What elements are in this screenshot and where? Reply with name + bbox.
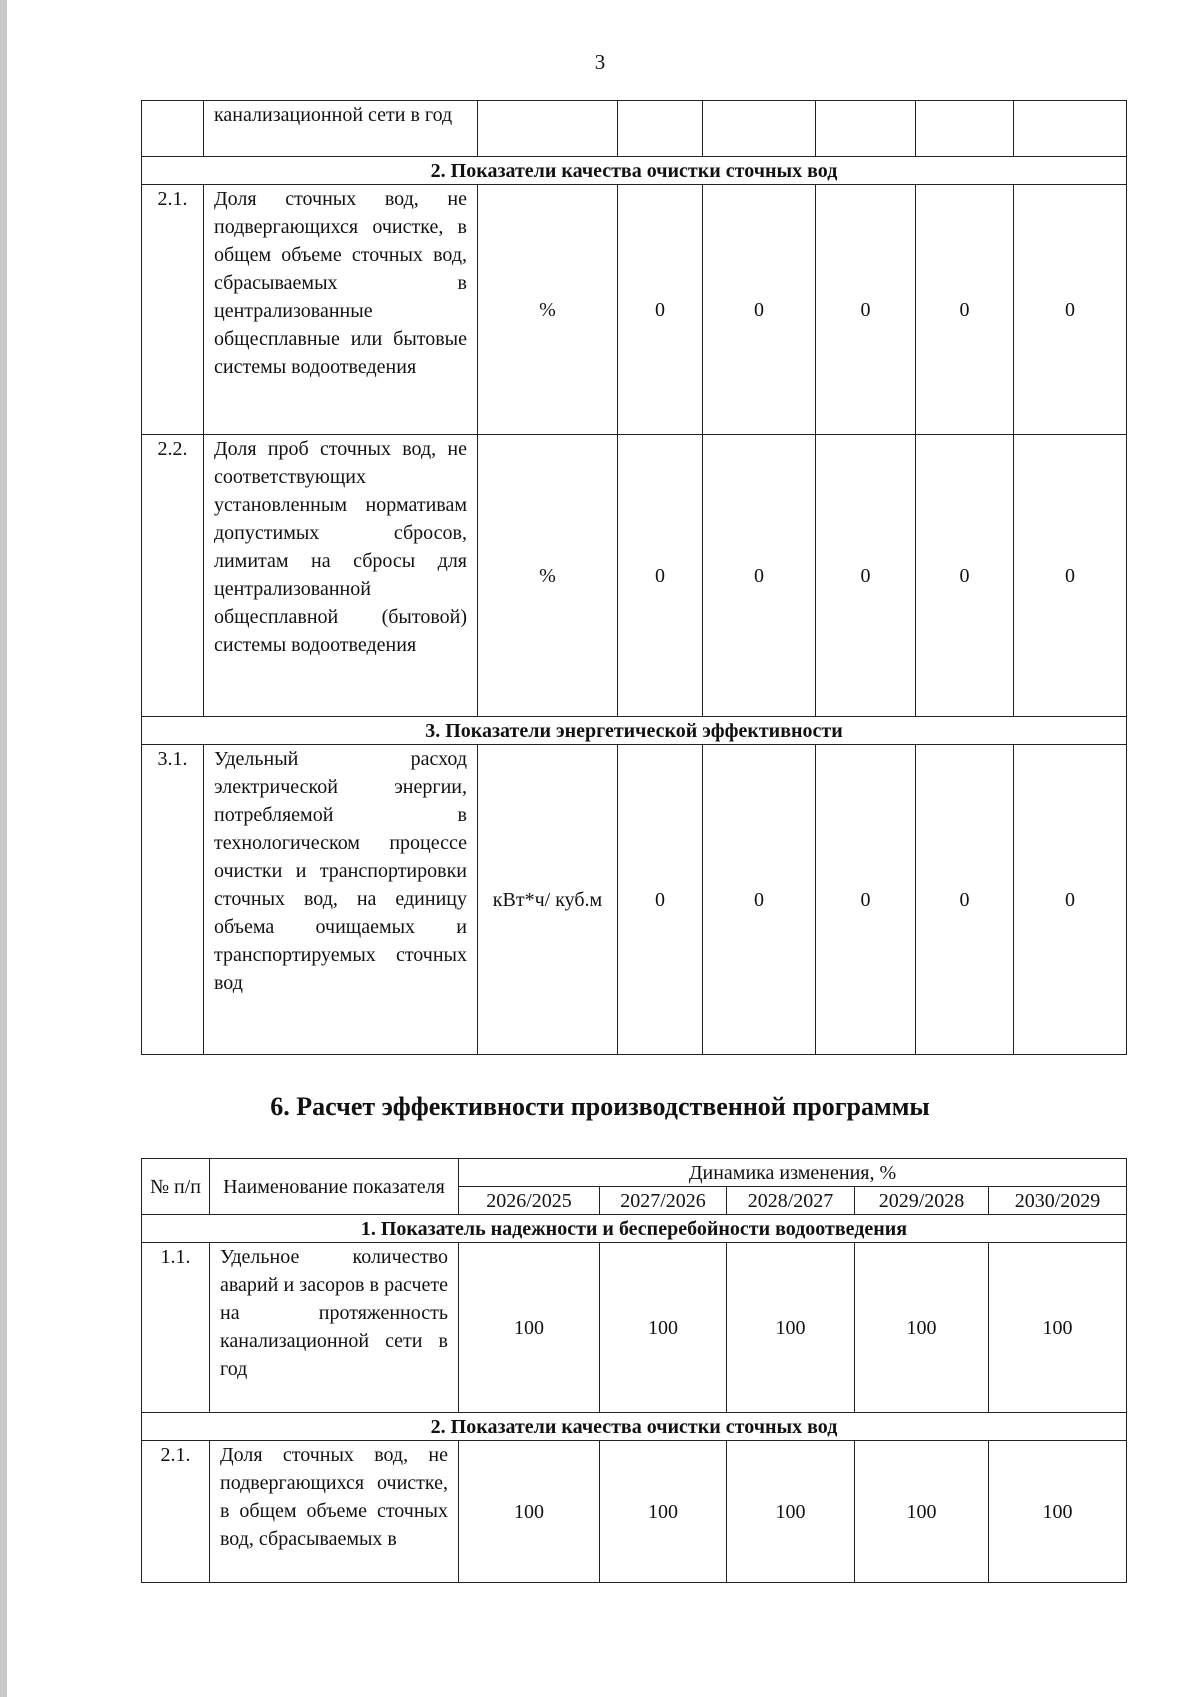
value-cell: 0 xyxy=(916,185,1014,435)
value-cell: 0 xyxy=(618,185,703,435)
indicator-name-cell: Удельное количество аварий и засоров в расчете на протяженность канализационной сети в год xyxy=(210,1243,459,1413)
row-number-cell: 1.1. xyxy=(142,1243,210,1413)
value-cell: 100 xyxy=(600,1243,727,1413)
value-cell: 100 xyxy=(727,1441,855,1583)
section-header-row xyxy=(142,157,1127,185)
unit-cell xyxy=(478,101,618,157)
indicator-name-cell: Доля сточных вод, не подвергающихся очистке, в общем объеме сточных вод, сбрасываемых в xyxy=(210,1441,459,1583)
section-header-row xyxy=(142,1215,1127,1243)
indicator-name-cell: Доля проб сточных вод, не соответствующих установленным нормативам допустимых сбросов, лимитам на сбросы для централизованной общесплавной (бытовой) системы водоотведения xyxy=(204,435,478,717)
row-number-cell: 2.2. xyxy=(142,435,204,717)
efficiency-table xyxy=(141,1158,1127,1583)
row-number-cell: 2.1. xyxy=(142,1441,210,1583)
value-cell: 0 xyxy=(618,745,703,1055)
value-cell xyxy=(618,101,703,157)
value-cell: 100 xyxy=(459,1243,600,1413)
value-cell: 100 xyxy=(855,1441,989,1583)
unit-cell: % xyxy=(478,435,618,717)
indicator-name-cell: канализационной сети в год xyxy=(204,101,478,157)
row-number-cell xyxy=(142,101,204,157)
indicators-table-continued xyxy=(141,100,1127,1055)
value-cell: 100 xyxy=(600,1441,727,1583)
table-header-row xyxy=(142,1159,1127,1187)
value-cell: 0 xyxy=(816,185,916,435)
header-year: 2029/2028 xyxy=(855,1187,989,1215)
scan-left-edge xyxy=(0,0,7,1697)
section-header-row xyxy=(142,717,1127,745)
value-cell: 0 xyxy=(618,435,703,717)
table-row xyxy=(142,1243,1127,1413)
value-cell: 0 xyxy=(1014,185,1127,435)
value-cell: 0 xyxy=(703,185,816,435)
header-year: 2030/2029 xyxy=(989,1187,1127,1215)
header-year: 2028/2027 xyxy=(727,1187,855,1215)
header-year: 2026/2025 xyxy=(459,1187,600,1215)
value-cell: 0 xyxy=(1014,745,1127,1055)
page-number: 3 xyxy=(594,50,606,74)
value-cell: 0 xyxy=(816,745,916,1055)
value-cell: 0 xyxy=(703,745,816,1055)
value-cell: 100 xyxy=(459,1441,600,1583)
value-cell: 0 xyxy=(916,745,1014,1055)
header-name: Наименование показателя xyxy=(210,1159,459,1215)
value-cell: 100 xyxy=(989,1243,1127,1413)
indicator-name-cell: Доля сточных вод, не подвергающихся очистке, в общем объеме сточных вод, сбрасываемых в централизованные общесплавные или бытовые системы водоотведения xyxy=(204,185,478,435)
unit-cell: % xyxy=(478,185,618,435)
section-title: 2. Показатели качества очистки сточных вод xyxy=(142,1413,1127,1441)
indicator-name-cell: Удельный расход электрической энергии, потребляемой в технологическом процессе очистки и транспортировки сточных вод, на единицу объема очищаемых и транспортируемых сточных вод xyxy=(204,745,478,1055)
value-cell: 0 xyxy=(703,435,816,717)
value-cell: 100 xyxy=(989,1441,1127,1583)
section-title: 1. Показатель надежности и бесперебойности водоотведения xyxy=(142,1215,1127,1243)
value-cell xyxy=(1014,101,1127,157)
row-number-cell: 2.1. xyxy=(142,185,204,435)
header-dynamics: Динамика изменения, % xyxy=(459,1159,1127,1187)
table-row xyxy=(142,1441,1127,1583)
section-title: 3. Показатели энергетической эффективности xyxy=(142,717,1127,745)
value-cell: 0 xyxy=(1014,435,1127,717)
value-cell xyxy=(816,101,916,157)
table-row xyxy=(142,745,1127,1055)
value-cell xyxy=(916,101,1014,157)
section-title: 2. Показатели качества очистки сточных вод xyxy=(142,157,1127,185)
table-row xyxy=(142,185,1127,435)
value-cell: 100 xyxy=(855,1243,989,1413)
value-cell: 0 xyxy=(816,435,916,717)
value-cell xyxy=(703,101,816,157)
table-row xyxy=(142,435,1127,717)
value-cell: 100 xyxy=(727,1243,855,1413)
table-row xyxy=(142,101,1127,157)
unit-cell: кВт*ч/ куб.м xyxy=(478,745,618,1055)
section-6-heading: 6. Расчет эффективности производственной программы xyxy=(270,1092,930,1121)
header-year: 2027/2026 xyxy=(600,1187,727,1215)
value-cell: 0 xyxy=(916,435,1014,717)
section-header-row xyxy=(142,1413,1127,1441)
header-number: № п/п xyxy=(142,1159,210,1215)
row-number-cell: 3.1. xyxy=(142,745,204,1055)
